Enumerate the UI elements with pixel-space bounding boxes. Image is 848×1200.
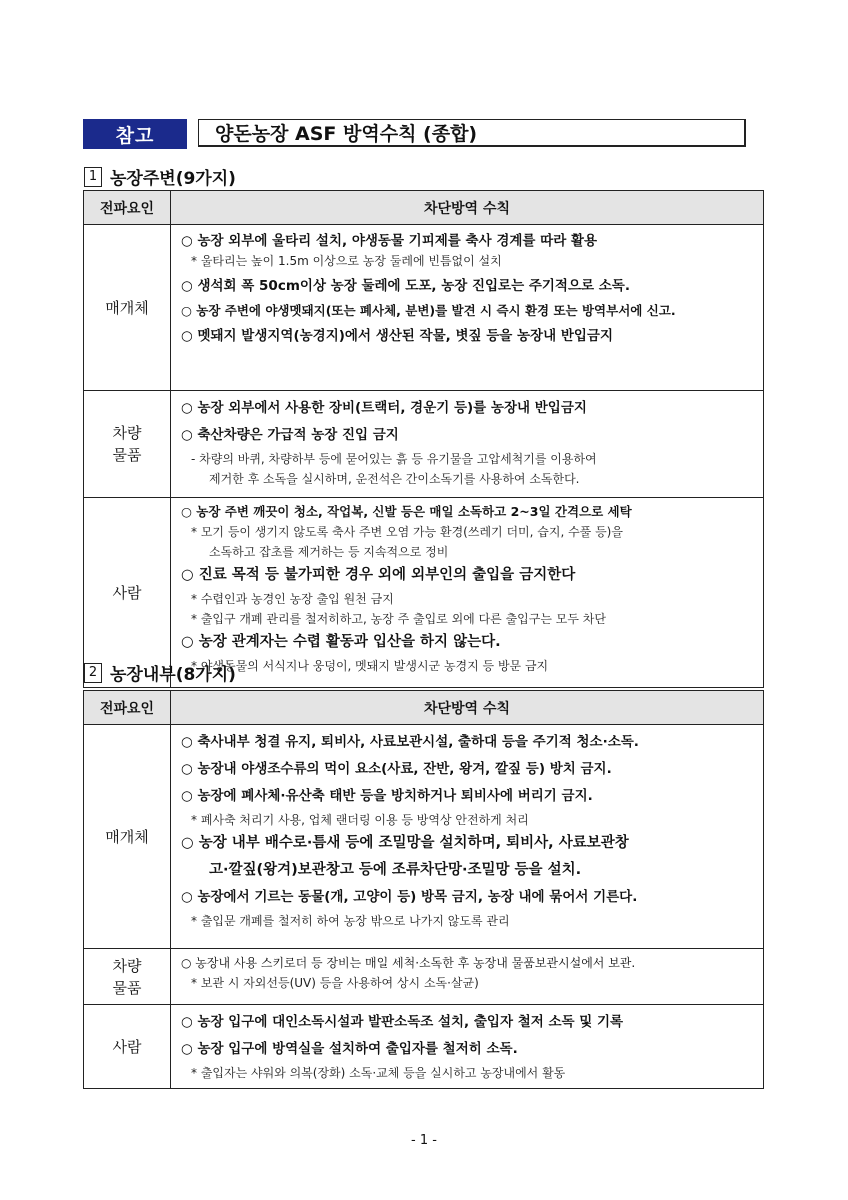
rule-line: ○ 농장 관계자는 수렵 활동과 입산을 하지 않는다. [181, 634, 501, 650]
rule-line: ○ 농장에 폐사체·유산축 태반 등을 방치하거나 퇴비사에 버리기 금지. [181, 788, 593, 804]
rules-cell [171, 725, 764, 949]
category-label-line2: 물품 [112, 978, 142, 997]
rules-cell [171, 1005, 764, 1089]
rule-note-continued: 소독하고 잡초를 제거하는 등 지속적으로 정비 [209, 545, 449, 559]
rule-line: ○ 축산차량은 가급적 농장 진입 금지 [181, 427, 399, 443]
table-header-row [84, 691, 764, 725]
page-number: - 1 - [411, 1133, 437, 1148]
table-row [84, 498, 764, 688]
column-header-rules: 차단방역 수칙 [171, 691, 764, 725]
reference-tag: 참고 [83, 119, 187, 149]
rule-line: ○ 농장 입구에 방역실을 설치하여 출입자를 철저히 소독. [181, 1041, 518, 1057]
section2-title: 농장내부(8가지) [110, 665, 236, 685]
rule-note: * 울타리는 높이 1.5m 이상으로 농장 둘레에 빈틈없이 설치 [191, 254, 502, 268]
rule-line: ○ 축사내부 청결 유지, 퇴비사, 사료보관시설, 출하대 등을 주기적 청소·소독. [181, 734, 639, 750]
table-header-row [84, 191, 764, 225]
category-cell: 매개체 [84, 725, 171, 949]
rules-cell [171, 498, 764, 688]
table-row [84, 391, 764, 498]
rule-line: ○ 진료 목적 등 불가피한 경우 외에 외부인의 출입을 금지한다 [181, 567, 576, 583]
table-row [84, 225, 764, 391]
rule-line: ○ 농장 외부에서 사용한 장비(트랙터, 경운기 등)를 농장내 반입금지 [181, 400, 587, 416]
rule-line: ○ 농장 내부 배수로·틈새 등에 조밀망을 설치하며, 퇴비사, 사료보관창 [181, 835, 629, 851]
column-header-factor: 전파요인 [84, 691, 171, 725]
rule-line: ○ 농장 주변 깨끗이 청소, 작업복, 신발 등은 매일 소독하고 2~3일 간격으로 세탁 [181, 504, 632, 519]
document-title-row [83, 119, 748, 149]
rule-note: * 보관 시 자외선등(UV) 등을 사용하여 상시 소독·살균) [191, 976, 479, 990]
rule-note: * 폐사축 처리기 사용, 업체 랜더링 이용 등 방역상 안전하게 처리 [191, 813, 529, 827]
category-cell: 사람 [84, 1005, 171, 1089]
rule-line: ○ 농장에서 기르는 동물(개, 고양이 등) 방목 금지, 농장 내에 묶어서 기른다. [181, 889, 638, 905]
rules-cell [171, 949, 764, 1005]
rule-line: ○ 농장내 야생조수류의 먹이 요소(사료, 잔반, 왕겨, 깔짚 등) 방치 금지. [181, 761, 612, 777]
rule-note: * 야생동물의 서식지나 웅덩이, 멧돼지 발생시군 농경지 등 방문 금지 [191, 659, 549, 673]
rule-note: * 출입자는 샤워와 의복(장화) 소독·교체 등을 실시하고 농장내에서 활동 [191, 1066, 566, 1080]
rules-cell [171, 391, 764, 498]
table-row [84, 1005, 764, 1089]
category-cell: 사람 [84, 498, 171, 688]
rule-note: - 차량의 바퀴, 차량하부 등에 묻어있는 흙 등 유기물을 고압세척기를 이용하여 [191, 452, 597, 466]
section1-number: 1 [84, 167, 102, 187]
column-header-rules: 차단방역 수칙 [171, 191, 764, 225]
rule-line: ○ 멧돼지 발생지역(농경지)에서 생산된 작물, 볏짚 등을 농장내 반입금지 [181, 328, 613, 344]
section2-heading [84, 660, 236, 685]
category-label-line1: 차량 [112, 424, 142, 442]
category-cell [84, 391, 171, 498]
rule-note: * 출입구 개폐 관리를 철저히하고, 농장 주 출입로 외에 다른 출입구는 모두 차단 [191, 612, 606, 626]
category-cell [84, 949, 171, 1005]
rule-note: * 모기 등이 생기지 않도록 축사 주변 오염 가능 환경(쓰레기 더미, 습지, 수풀 등)을 [191, 525, 623, 539]
section1-title: 농장주변(9가지) [110, 169, 236, 189]
rule-note-continued: 제거한 후 소독을 실시하며, 운전석은 간이소독기를 사용하여 소독한다. [209, 472, 580, 486]
table-row [84, 725, 764, 949]
section2-number: 2 [84, 663, 102, 683]
category-label-line2: 물품 [112, 446, 142, 464]
rule-note: * 수렵인과 농경인 농장 출입 원천 금지 [191, 592, 394, 606]
rules-cell [171, 225, 764, 391]
rule-note: * 출입문 개폐를 철저히 하여 농장 밖으로 나가지 않도록 관리 [191, 914, 510, 928]
column-header-factor: 전파요인 [84, 191, 171, 225]
category-cell: 매개체 [84, 225, 171, 391]
rule-line: ○ 농장 주변에 야생멧돼지(또는 폐사체, 분변)를 발견 시 즉시 환경 또는 방역부서에 신고. [181, 303, 676, 318]
table-row [84, 949, 764, 1005]
rule-line: ○ 농장 입구에 대인소독시설과 발판소독조 설치, 출입자 철저 소독 및 기록 [181, 1014, 624, 1030]
rule-line: ○ 농장 외부에 울타리 설치, 야생동물 기피제를 축사 경계를 따라 활용 [181, 233, 598, 249]
document-title: 양돈농장 ASF 방역수칙 (종합) [198, 119, 746, 147]
section1-heading [84, 164, 236, 189]
rule-line: ○ 농장내 사용 스키로더 등 장비는 매일 세척·소독한 후 농장내 물품보관시설에서 보관. [181, 956, 636, 970]
rule-line: ○ 생석회 폭 50cm이상 농장 둘레에 도포, 농장 진입로는 주기적으로 소독. [181, 278, 630, 294]
category-label-line1: 차량 [112, 956, 142, 975]
rule-line-continued: 고·깔짚(왕겨)보관창고 등에 조류차단망·조밀망 등을 설치. [209, 862, 582, 878]
table-farm-surroundings [83, 190, 764, 688]
table-farm-interior [83, 690, 764, 1089]
